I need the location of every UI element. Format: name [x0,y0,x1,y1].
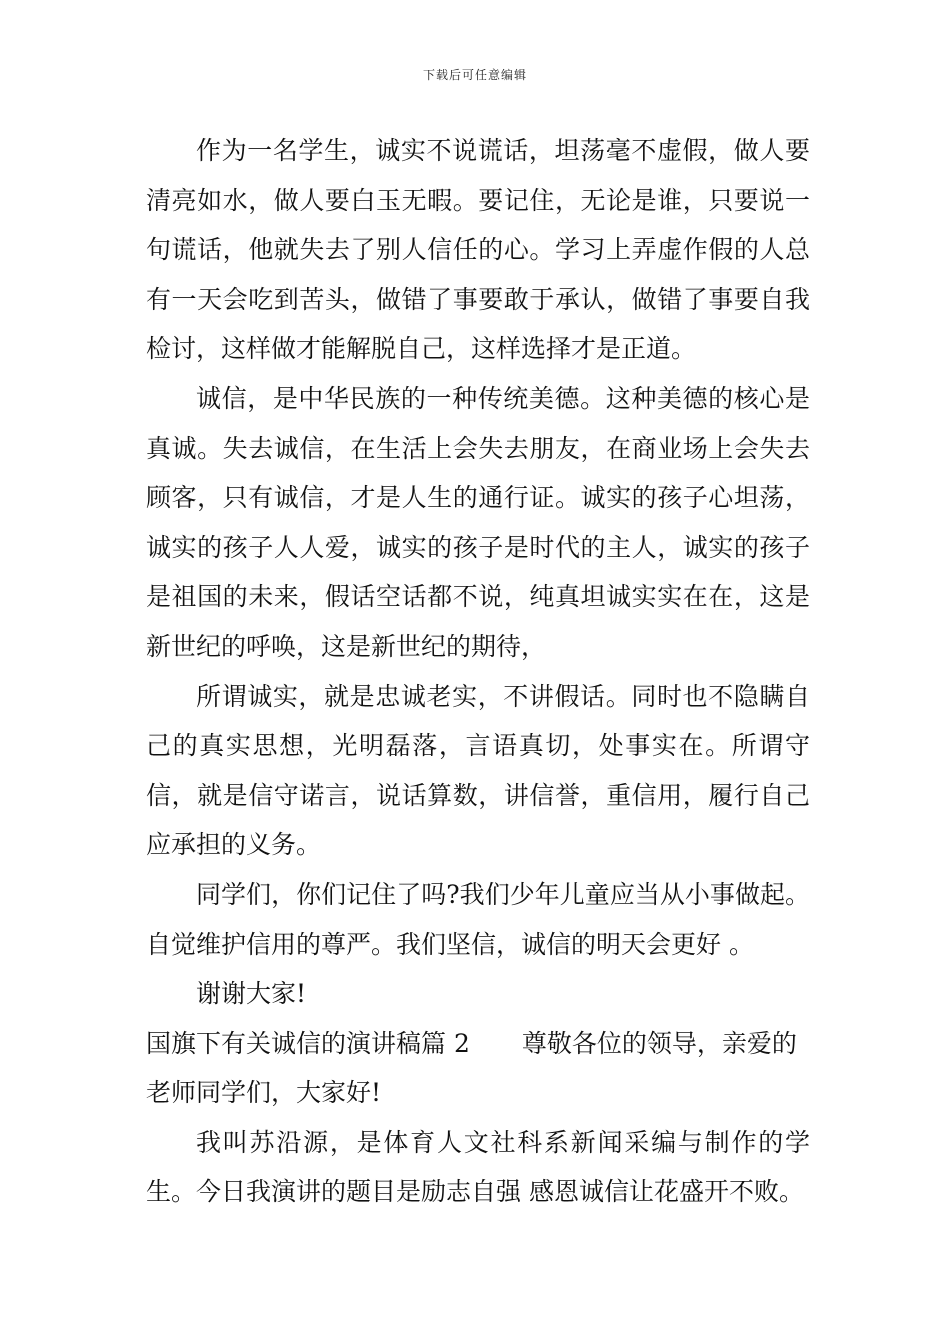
paragraph-honesty-student: 作为一名学生，诚实不说谎话，坦荡毫不虚假，做人要清亮如水，做人要白玉无暇。要记住，无论是谁，只要说一句谎话，他就失去了别人信任的心。学习上弄虚作假的人总有一天会吃到苦头，做错了事要敢于承认，做错了事要自我检讨，这样做才能解脱自己，这样选择才是正道。 [146,136,810,364]
document-body [146,126,810,1217]
section2-title: 国旗下有关诚信的演讲稿篇 2 [146,1028,470,1058]
paragraph-integrity-virtue: 诚信，是中华民族的一种传统美德。这种美德的核心是真诚。失去诚信，在生活上会失去朋友，在商业场上会失去顾客，只有诚信，才是人生的通行证。诚实的孩子心坦荡，诚实的孩子人人爱，诚实的孩子是时代的主人，诚实的孩子是祖国的未来，假话空话都不说，纯真坦诚实实在在，这是新世纪的呼唤，这是新世纪的期待， [146,383,810,661]
paragraph-honesty-definition: 所谓诚实，就是忠诚老实，不讲假话。同时也不隐瞒自己的真实思想，光明磊落，言语真切，处事实在。所谓守信，就是信守诺言，说话算数，讲信誉，重信用，履行自己应承担的义务。 [146,681,810,860]
header-note: 下载后可任意编辑 [422,68,527,82]
section2-heading-line [146,1019,810,1118]
paragraph-thanks: 谢谢大家! [196,979,307,1009]
paragraph-self-introduction: 我叫苏沿源，是体育人文社科系新闻采编与制作的学生。今日我演讲的题目是励志自强 感恩诚信让花盛开不败。 [146,1127,810,1207]
section2-greeting: 尊敬各位的领导，亲爱的老师同学们，大家好! [146,1028,797,1108]
paragraph-call-to-action: 同学们，你们记住了吗?我们少年儿童应当从小事做起。自觉维护信用的尊严。我们坚信，诚信的明天会更好 。 [146,879,810,959]
